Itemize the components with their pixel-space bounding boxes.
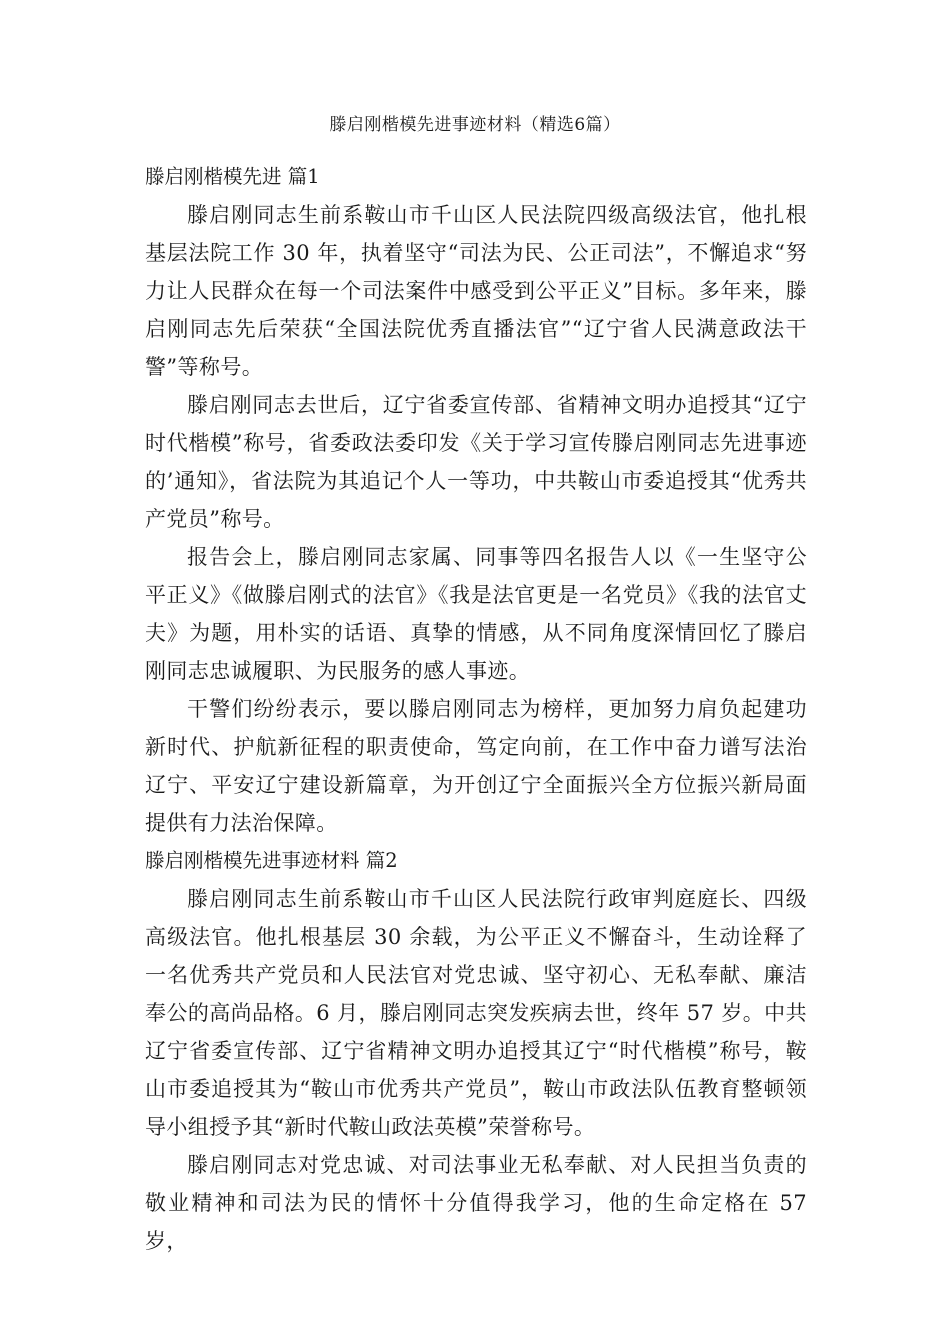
section-heading-2: 滕启刚楷模先进事迹材料 篇2: [145, 849, 398, 872]
paragraph: 报告会上，滕启刚同志家属、同事等四名报告人以《一生坚守公平正义》《做滕启刚式的法官》《我是法官更是一名党员》《我的法官丈夫》为题，用朴实的话语、真挚的情感，从不同角度深情回忆了滕启刚同志忠诚履职、为民服务的感人事迹。: [145, 545, 807, 683]
document-body: [145, 158, 807, 1260]
document-title: 滕启刚楷模先进事迹材料（精选6篇）: [329, 115, 621, 135]
paragraph: 滕启刚同志对党忠诚、对司法事业无私奉献、对人民担当负责的敬业精神和司法为民的情怀十分值得我学习，他的生命定格在 57 岁，: [145, 1153, 807, 1253]
paragraph: 滕启刚同志去世后，辽宁省委宣传部、省精神文明办追授其“辽宁时代楷模”称号，省委政法委印发《关于学习宣传滕启刚同志先进事迹的’通知》，省法院为其追记个人一等功，中共鞍山市委追授其“优秀共产党员”称号。: [145, 393, 807, 531]
paragraph: 滕启刚同志生前系鞍山市千山区人民法院四级高级法官，他扎根基层法院工作 30 年，执着坚守“司法为民、公正司法”，不懈追求“努力让人民群众在每一个司法案件中感受到公平正义”目标。多年来，滕启刚同志先后荣获“全国法院优秀直播法官”“辽宁省人民满意政法干警”等称号。: [145, 203, 807, 379]
section-heading-1: 滕启刚楷模先进 篇1: [145, 165, 320, 188]
paragraph: 干警们纷纷表示，要以滕启刚同志为榜样，更加努力肩负起建功新时代、护航新征程的职责使命，笃定向前，在工作中奋力谱写法治辽宁、平安辽宁建设新篇章，为开创辽宁全面振兴全方位振兴新局面提供有力法治保障。: [145, 697, 807, 835]
paragraph: 滕启刚同志生前系鞍山市千山区人民法院行政审判庭庭长、四级高级法官。他扎根基层 30 余载，为公平正义不懈奋斗，生动诠释了一名优秀共产党员和人民法官对党忠诚、坚守初心、无私奉献、廉洁奉公的高尚品格。6 月，滕启刚同志突发疾病去世，终年 57 岁。中共辽宁省委宣传部、辽宁省精神文明办追授其辽宁“时代楷模”称号，鞍山市委追授其为“鞍山市优秀共产党员”，鞍山市政法队伍教育整顿领导小组授予其“新时代鞍山政法英模”荣誉称号。: [145, 887, 807, 1139]
